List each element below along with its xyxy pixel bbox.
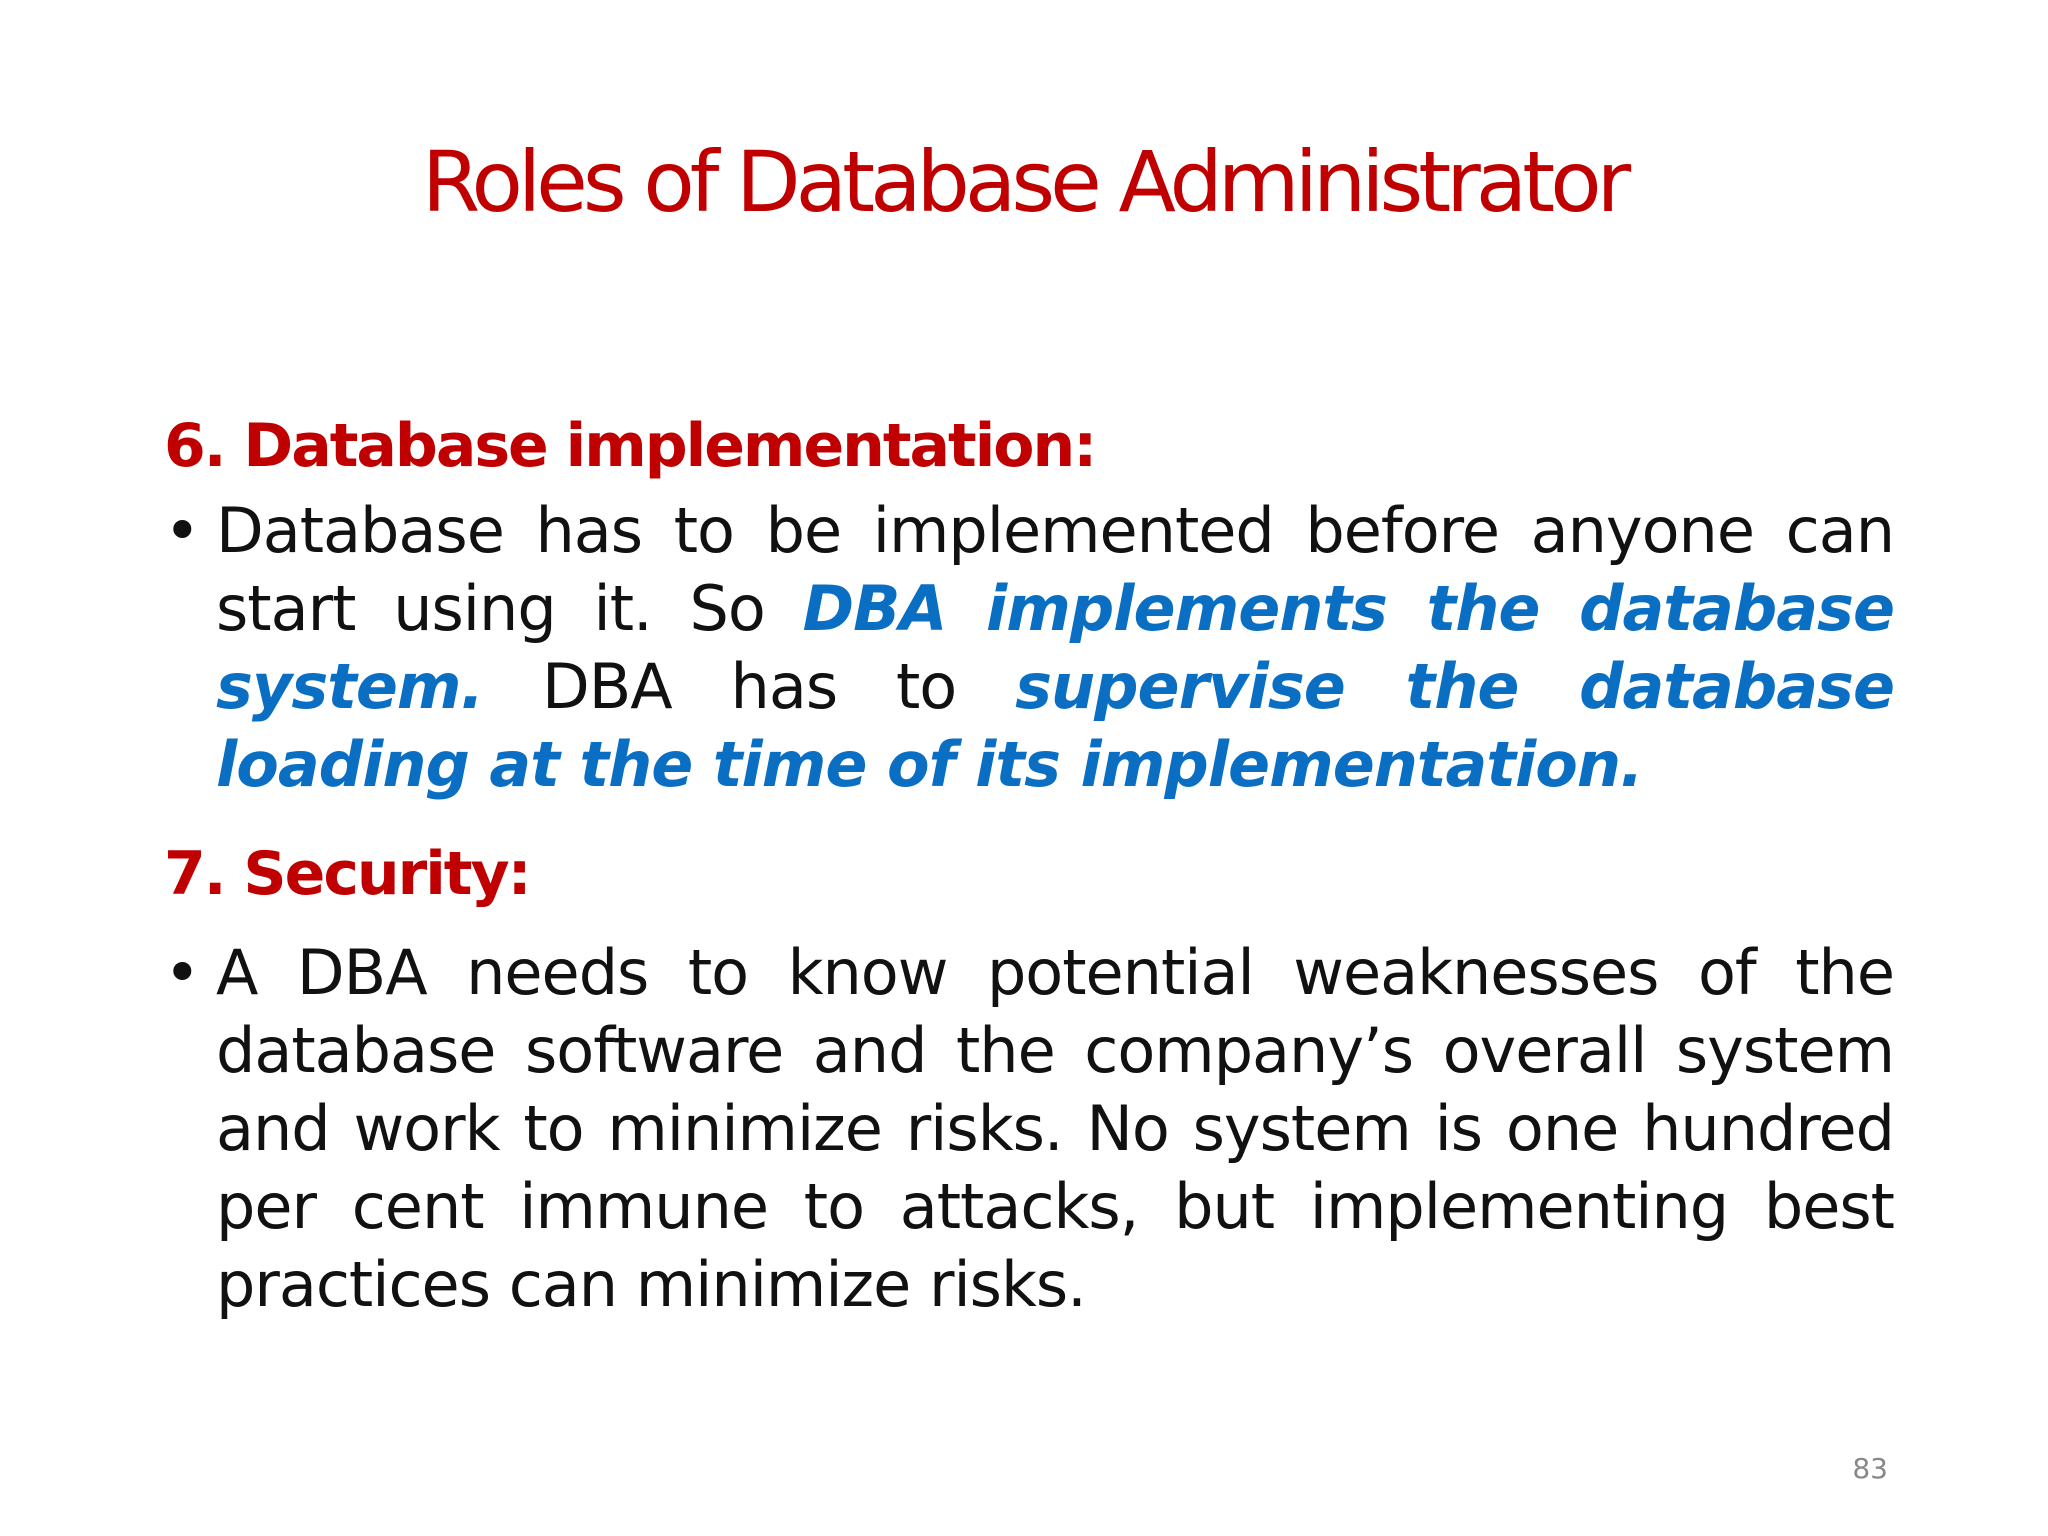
emphasis-text: DBA implements the database system. bbox=[216, 572, 1894, 723]
page-number: 83 bbox=[1852, 1452, 1888, 1485]
bullet-dot-icon: • bbox=[164, 936, 200, 1009]
section-heading-security: 7. Security: bbox=[164, 839, 530, 909]
slide-content bbox=[164, 410, 1894, 1324]
emphasis-text: supervise the database loading at the time of its implementation. bbox=[216, 650, 1894, 801]
bullet-database-implementation bbox=[164, 492, 1894, 804]
bullet-text: DBA has to bbox=[483, 650, 1016, 723]
bullet-text: A DBA needs to know potential weaknesses of the database software and the company’s overall system and work to minimize risks. No system is one hundred per cent immune to attacks, but implementing best practices can minimize risks. bbox=[216, 936, 1894, 1321]
bullet-dot-icon: • bbox=[164, 494, 200, 567]
section-heading-database-implementation: 6. Database implementation: bbox=[164, 411, 1096, 481]
bullet-text: Database has to be implemented before anyone can start using it. So bbox=[216, 494, 1894, 645]
bullet-security bbox=[164, 934, 1894, 1324]
slide-title: Roles of Database Administrator bbox=[421, 133, 1627, 231]
